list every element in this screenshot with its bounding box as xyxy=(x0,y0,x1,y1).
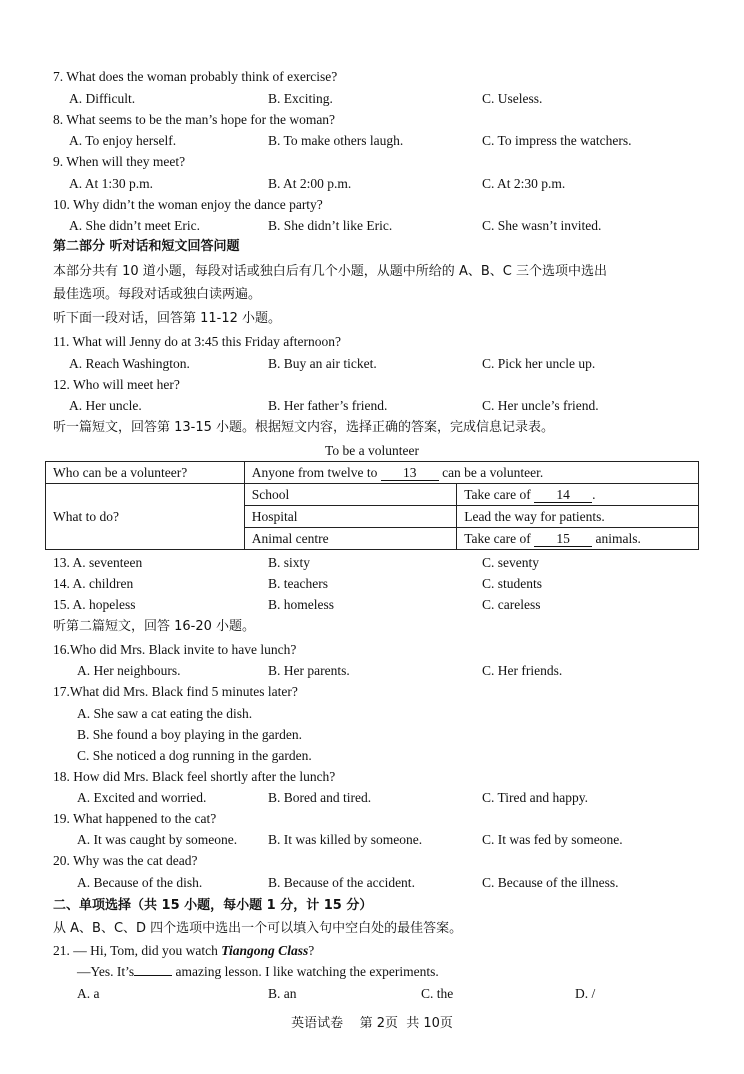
question-16: 16.Who did Mrs. Black invite to have lunch? xyxy=(53,642,297,657)
who-label: Who can be a volunteer? xyxy=(46,462,245,484)
q13-option-a: 13. A. seventeen xyxy=(53,555,143,570)
q11-option-a: A. Reach Washington. xyxy=(69,356,190,371)
section2-heading: 二、单项选择（共 15 小题，每小题 1 分，计 15 分） xyxy=(53,898,373,913)
q14-option-a: 14. A. children xyxy=(53,576,134,591)
q10-option-b: B. She didn’t like Eric. xyxy=(268,218,393,233)
q18-option-c: C. Tired and happy. xyxy=(482,790,589,805)
q21-text-start: 21. — Hi, Tom, did you watch xyxy=(53,943,222,958)
q21-text-end: ? xyxy=(308,943,315,958)
q15-option-b: B. homeless xyxy=(268,597,334,612)
q21-response-start: —Yes. It’s xyxy=(77,964,135,979)
what-label: What to do? xyxy=(46,484,245,550)
q15-option-a: 15. A. hopeless xyxy=(53,597,136,612)
q19-option-a: A. It was caught by someone. xyxy=(77,832,238,847)
q21-option-d: D. / xyxy=(575,986,596,1001)
part2-instruction-line1: 本部分共有 10 道小题，每段对话或独白后有几个小题，从题中所给的 A、B、C 三个选项中选出 xyxy=(53,264,607,279)
blank-14: 14 xyxy=(534,487,592,503)
q8-option-a: A. To enjoy herself. xyxy=(69,133,177,148)
task-animal xyxy=(457,528,699,550)
q17-option-a: A. She saw a cat eating the dish. xyxy=(77,706,253,721)
q7-option-b: B. Exciting. xyxy=(268,91,333,106)
part2-instruction-line2: 最佳选项。每段对话或独白读两遍。 xyxy=(53,287,262,302)
dialog-intro: 听下面一段对话，回答第 11-12 小题。 xyxy=(53,311,282,326)
question-10: 10. Why didn’t the woman enjoy the dance party? xyxy=(53,197,323,212)
task-school xyxy=(457,484,699,506)
task-school-suffix: . xyxy=(592,487,596,502)
q10-option-c: C. She wasn’t invited. xyxy=(482,218,602,233)
who-answer xyxy=(244,462,698,484)
section2-instruction: 从 A、B、C、D 四个选项中选出一个可以填入句中空白处的最佳答案。 xyxy=(53,921,463,936)
question-12: 12. Who will meet her? xyxy=(53,377,180,392)
question-11: 11. What will Jenny do at 3:45 this Friday afternoon? xyxy=(53,334,341,349)
q9-option-a: A. At 1:30 p.m. xyxy=(69,176,154,191)
q16-option-c: C. Her friends. xyxy=(482,663,563,678)
question-18: 18. How did Mrs. Black feel shortly after the lunch? xyxy=(53,769,336,784)
blank-13: 13 xyxy=(381,465,439,481)
q20-option-a: A. Because of the dish. xyxy=(77,875,203,890)
q13-option-c: C. seventy xyxy=(482,555,539,570)
q21-response-end: amazing lesson. I like watching the experiments. xyxy=(172,964,439,979)
q20-option-b: B. Because of the accident. xyxy=(268,875,415,890)
q8-option-c: C. To impress the watchers. xyxy=(482,133,632,148)
q21-program-name: Tiangong Class xyxy=(221,943,309,958)
q9-option-c: C. At 2:30 p.m. xyxy=(482,176,566,191)
q19-option-c: C. It was fed by someone. xyxy=(482,832,623,847)
q12-option-c: C. Her uncle’s friend. xyxy=(482,398,599,413)
q12-option-b: B. Her father’s friend. xyxy=(268,398,388,413)
q21-blank xyxy=(134,975,172,976)
q17-option-b: B. She found a boy playing in the garden. xyxy=(77,727,302,742)
q10-option-a: A. She didn’t meet Eric. xyxy=(69,218,200,233)
q7-option-a: A. Difficult. xyxy=(69,91,136,106)
table-title: To be a volunteer xyxy=(325,443,419,458)
blank-15: 15 xyxy=(534,531,592,547)
task-animal-prefix: Take care of xyxy=(464,531,531,546)
passage1-intro: 听一篇短文，回答第 13-15 小题。根据短文内容，选择正确的答案，完成信息记录表。 xyxy=(53,420,555,435)
question-7: 7. What does the woman probably think of exercise? xyxy=(53,69,338,84)
part2-heading: 第二部分 听对话和短文回答问题 xyxy=(53,239,240,254)
q8-option-b: B. To make others laugh. xyxy=(268,133,404,148)
q19-option-b: B. It was killed by someone. xyxy=(268,832,423,847)
q21-option-b: B. an xyxy=(268,986,297,1001)
volunteer-table xyxy=(45,461,699,550)
task-school-prefix: Take care of xyxy=(464,487,531,502)
task-hospital: Lead the way for patients. xyxy=(457,506,699,528)
q21-option-a: A. a xyxy=(77,986,100,1001)
page-footer: 英语试卷 第 2页 共 10页 xyxy=(291,1016,453,1031)
q17-option-c: C. She noticed a dog running in the garden. xyxy=(77,748,312,763)
who-suffix: can be a volunteer. xyxy=(442,465,544,480)
q21-response xyxy=(77,963,439,980)
place-school: School xyxy=(244,484,456,506)
question-17: 17.What did Mrs. Black find 5 minutes later? xyxy=(53,684,298,699)
q11-option-b: B. Buy an air ticket. xyxy=(268,356,377,371)
q14-option-c: C. students xyxy=(482,576,543,591)
q7-option-c: C. Useless. xyxy=(482,91,543,106)
question-8: 8. What seems to be the man’s hope for the woman? xyxy=(53,112,336,127)
place-hospital: Hospital xyxy=(244,506,456,528)
q20-option-c: C. Because of the illness. xyxy=(482,875,619,890)
q15-option-c: C. careless xyxy=(482,597,541,612)
task-animal-suffix: animals. xyxy=(595,531,641,546)
who-prefix: Anyone from twelve to xyxy=(251,465,378,480)
question-9: 9. When will they meet? xyxy=(53,154,186,169)
q14-option-b: B. teachers xyxy=(268,576,328,591)
q9-option-b: B. At 2:00 p.m. xyxy=(268,176,352,191)
q21-option-c: C. the xyxy=(421,986,454,1001)
q13-option-b: B. sixty xyxy=(268,555,311,570)
q16-option-b: B. Her parents. xyxy=(268,663,350,678)
table-row xyxy=(46,462,699,484)
place-animal-centre: Animal centre xyxy=(244,528,456,550)
q18-option-b: B. Bored and tired. xyxy=(268,790,372,805)
q18-option-a: A. Excited and worried. xyxy=(77,790,207,805)
question-19: 19. What happened to the cat? xyxy=(53,811,217,826)
passage2-intro: 听第二篇短文，回答 16-20 小题。 xyxy=(53,619,256,634)
question-21 xyxy=(53,942,314,959)
q11-option-c: C. Pick her uncle up. xyxy=(482,356,596,371)
question-20: 20. Why was the cat dead? xyxy=(53,853,198,868)
q16-option-a: A. Her neighbours. xyxy=(77,663,181,678)
table-row xyxy=(46,484,699,506)
q12-option-a: A. Her uncle. xyxy=(69,398,142,413)
